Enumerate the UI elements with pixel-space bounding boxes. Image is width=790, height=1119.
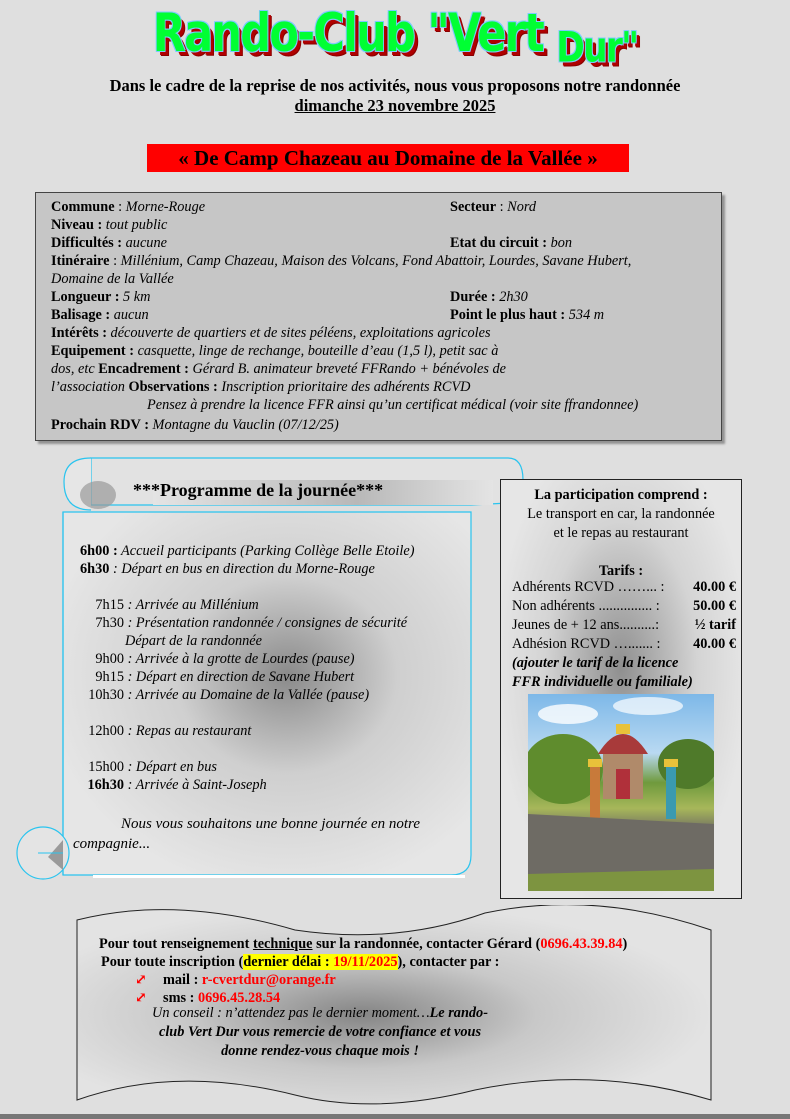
price-row xyxy=(512,635,736,654)
programme-time: 6h00 : xyxy=(80,543,118,559)
programme-item xyxy=(68,614,414,632)
intro xyxy=(0,76,790,116)
programme-time: 6h30 xyxy=(80,561,110,577)
programme-text: : Arrivée à la grotte de Lourdes (pause) xyxy=(124,651,355,667)
price-label: Jeunes de + 12 ans..........: xyxy=(512,617,660,633)
duree-value: 2h30 xyxy=(495,289,528,305)
diagonal-arrow-icon: ⤢ xyxy=(135,972,147,988)
programme-title: ***Programme de la journée*** xyxy=(133,480,384,500)
difficultes-label: Difficultés : xyxy=(51,235,123,251)
sep: : xyxy=(114,199,126,215)
programme-item xyxy=(68,776,414,794)
programme-text: Départ de la randonnée xyxy=(125,633,262,649)
contact-text: ) xyxy=(622,936,628,952)
info-row-difficultes xyxy=(51,234,167,252)
price-value: 50.00 € xyxy=(693,598,736,614)
itineraire-label: Itinéraire xyxy=(51,253,110,269)
price-value: 40.00 € xyxy=(693,579,736,595)
longueur-value: 5 km xyxy=(119,289,151,305)
info-row-interets xyxy=(51,324,491,342)
price-label: Non adhérents ............... : xyxy=(512,598,660,614)
hike-info-box xyxy=(35,192,722,441)
contact-mail xyxy=(135,971,336,989)
contact-text: ), contacter par : xyxy=(397,954,500,970)
info-row-itineraire xyxy=(51,252,631,270)
programme-text: : Départ en direction de Savane Hubert xyxy=(124,669,355,685)
club-title xyxy=(55,2,734,72)
balisage-value: aucun xyxy=(110,307,149,323)
info-row-niveau xyxy=(51,216,167,234)
etat-value: bon xyxy=(547,235,573,251)
observations-value-cont: Pensez à prendre la licence FFR ainsi qu’un certificat médical (voir site ffrandonnee) xyxy=(147,397,639,413)
contact-line-inscription xyxy=(101,953,499,971)
club-title-main: Rando-Club "Vert xyxy=(152,2,557,64)
observations-value: Inscription prioritaire des adhérents RCVD xyxy=(217,379,471,395)
programme-text: : Départ en bus en direction du Morne-Rouge xyxy=(109,561,375,577)
programme-text: Accueil participants (Parking Collège Belle Etoile) xyxy=(117,543,415,559)
programme-time: 15h00 xyxy=(88,759,124,775)
advice-line: Un conseil : n’attendez pas le dernier moment… xyxy=(152,1005,430,1021)
price-row xyxy=(512,578,736,597)
point-haut-value: 534 m xyxy=(565,307,605,323)
info-row-observations xyxy=(51,378,471,396)
sep: : xyxy=(109,253,121,269)
rdv-value: Montagne du Vauclin (07/12/25) xyxy=(148,417,339,433)
itineraire-value: Millénium, Camp Chazeau, Maison des Volcans, Fond Abattoir, Lourdes, Savane Hubert, xyxy=(120,253,632,269)
programme-item xyxy=(68,686,414,704)
price-row xyxy=(512,616,736,635)
deadline-date: 19/11/2025 xyxy=(333,954,398,970)
programme-item xyxy=(68,650,414,668)
secteur-label: Secteur xyxy=(450,199,497,215)
encadrement-value: Gérard B. animateur breveté FFRando + bénévoles de xyxy=(188,361,506,377)
programme-text: : Arrivée au Domaine de la Vallée (pause) xyxy=(124,687,370,703)
price-value: ½ tarif xyxy=(694,617,736,633)
price-row xyxy=(512,597,736,616)
programme-time: 16h30 xyxy=(87,777,124,793)
price-label: Adhésion RCVD …....... : xyxy=(512,636,661,652)
wish-text: Nous vous souhaitons une bonne journée en notre compagnie... xyxy=(73,816,420,852)
programme-item xyxy=(68,542,414,560)
encadrement-value-cont: l’association xyxy=(51,379,129,395)
price-value: 40.00 € xyxy=(693,636,736,652)
etat-label: Etat du circuit : xyxy=(450,235,548,251)
secteur-value: Nord xyxy=(507,199,537,215)
programme-item xyxy=(68,668,414,686)
contact-text: Pour tout renseignement xyxy=(99,936,253,952)
licence-note: FFR individuelle ou familiale) xyxy=(512,674,693,690)
itineraire-value-cont: Domaine de la Vallée xyxy=(51,271,174,287)
programme-item xyxy=(68,560,414,578)
encadrement-label: Encadrement : xyxy=(98,361,189,377)
programme-time: 7h15 xyxy=(95,597,124,613)
equipement-value-cont: dos, etc xyxy=(51,361,99,377)
observations-label: Observations : xyxy=(128,379,218,395)
info-row-balisage xyxy=(51,306,149,324)
niveau-label: Niveau : xyxy=(51,217,103,233)
programme-text: : Présentation randonnée / consignes de sécurité xyxy=(124,615,408,631)
equipement-value: casquette, linge de rechange, bouteille d’eau (1,5 l), petit sac à xyxy=(134,343,499,359)
longueur-label: Longueur : xyxy=(51,289,120,305)
commune-value: Morne-Rouge xyxy=(125,199,206,215)
temple-photo xyxy=(528,694,714,891)
programme-item xyxy=(68,632,414,650)
licence-note: (ajouter le tarif de la licence xyxy=(512,655,679,671)
programme-text: : Arrivée au Millénium xyxy=(124,597,259,613)
participation-desc: et le repas au restaurant xyxy=(553,525,689,541)
programme-time: 9h15 xyxy=(95,669,124,685)
contact-line-technique xyxy=(99,935,627,953)
programme-time: 10h30 xyxy=(88,687,124,703)
equipement-label: Equipement : xyxy=(51,343,135,359)
programme-item xyxy=(68,722,414,740)
temple-illustration xyxy=(528,694,714,891)
interets-value: découverte de quartiers et de sites péléens, exploitations agricoles xyxy=(106,325,491,341)
info-row-equipement xyxy=(51,342,498,360)
page-bottom-border xyxy=(0,1114,790,1119)
programme-wish xyxy=(73,814,463,854)
deadline-label: dernier délai : xyxy=(243,954,334,970)
info-row-observations-cont xyxy=(147,396,638,414)
niveau-value: tout public xyxy=(102,217,168,233)
thanks-line: Le rando-club Vert Dur vous remercie de votre confiance et vous donne rendez-vous chaque mois ! xyxy=(158,1005,488,1059)
programme-item xyxy=(68,596,414,614)
contact-text-underlined: technique xyxy=(252,936,313,952)
advice-text xyxy=(150,1004,490,1061)
interets-label: Intérêts : xyxy=(51,325,107,341)
programme-time: 12h00 xyxy=(88,723,124,739)
sep: : xyxy=(496,199,508,215)
programme-text: : Repas au restaurant xyxy=(124,723,252,739)
info-row-rdv xyxy=(51,416,339,434)
intro-line: Dans le cadre de la reprise de nos activités, nous vous proposons notre randonnée xyxy=(109,76,681,95)
price-label: Adhérents RCVD ……... : xyxy=(512,579,665,595)
info-row-secteur xyxy=(450,198,536,216)
mail-label: mail : xyxy=(163,972,202,988)
programme-list xyxy=(68,542,414,794)
info-row-longueur xyxy=(51,288,150,306)
programme-item xyxy=(68,758,414,776)
participation-title: La participation comprend : xyxy=(534,487,708,503)
rdv-label: Prochain RDV : xyxy=(51,417,149,433)
sms-number[interactable]: 0696.45.28.54 xyxy=(197,990,281,1006)
programme-text: : Arrivée à Saint-Joseph xyxy=(124,777,267,793)
diagonal-arrow-icon: ⤢ xyxy=(135,990,147,1006)
tarifs-title: Tarifs : xyxy=(598,563,644,579)
gerard-phone[interactable]: 0696.43.39.84 xyxy=(540,936,623,952)
info-row-itineraire-cont xyxy=(51,270,174,288)
balisage-label: Balisage : xyxy=(51,307,111,323)
contact-text: sur la randonnée, contacter Gérard ( xyxy=(312,936,541,952)
info-row-point-haut xyxy=(450,306,604,324)
club-title-end: Dur" xyxy=(556,23,638,72)
mail-link[interactable]: r-cvertdur@orange.fr xyxy=(201,972,336,988)
contact-text: Pour toute inscription ( xyxy=(101,954,244,970)
info-row-etat xyxy=(450,234,572,252)
hike-date: dimanche 23 novembre 2025 xyxy=(294,96,496,115)
difficultes-value: aucune xyxy=(122,235,167,251)
info-row-encadrement xyxy=(51,360,506,378)
programme-time: 7h30 xyxy=(95,615,124,631)
hike-title-banner: « De Camp Chazeau au Domaine de la Vallée » xyxy=(147,144,629,172)
participation-box xyxy=(500,479,742,899)
programme-time: 9h00 xyxy=(95,651,124,667)
duree-label: Durée : xyxy=(450,289,496,305)
participation-desc: Le transport en car, la randonnée xyxy=(527,506,715,522)
info-row-commune xyxy=(51,198,205,216)
point-haut-label: Point le plus haut : xyxy=(450,307,566,323)
programme-text: : Départ en bus xyxy=(124,759,217,775)
commune-label: Commune xyxy=(51,199,115,215)
sms-label: sms : xyxy=(163,990,198,1006)
info-row-duree xyxy=(450,288,528,306)
